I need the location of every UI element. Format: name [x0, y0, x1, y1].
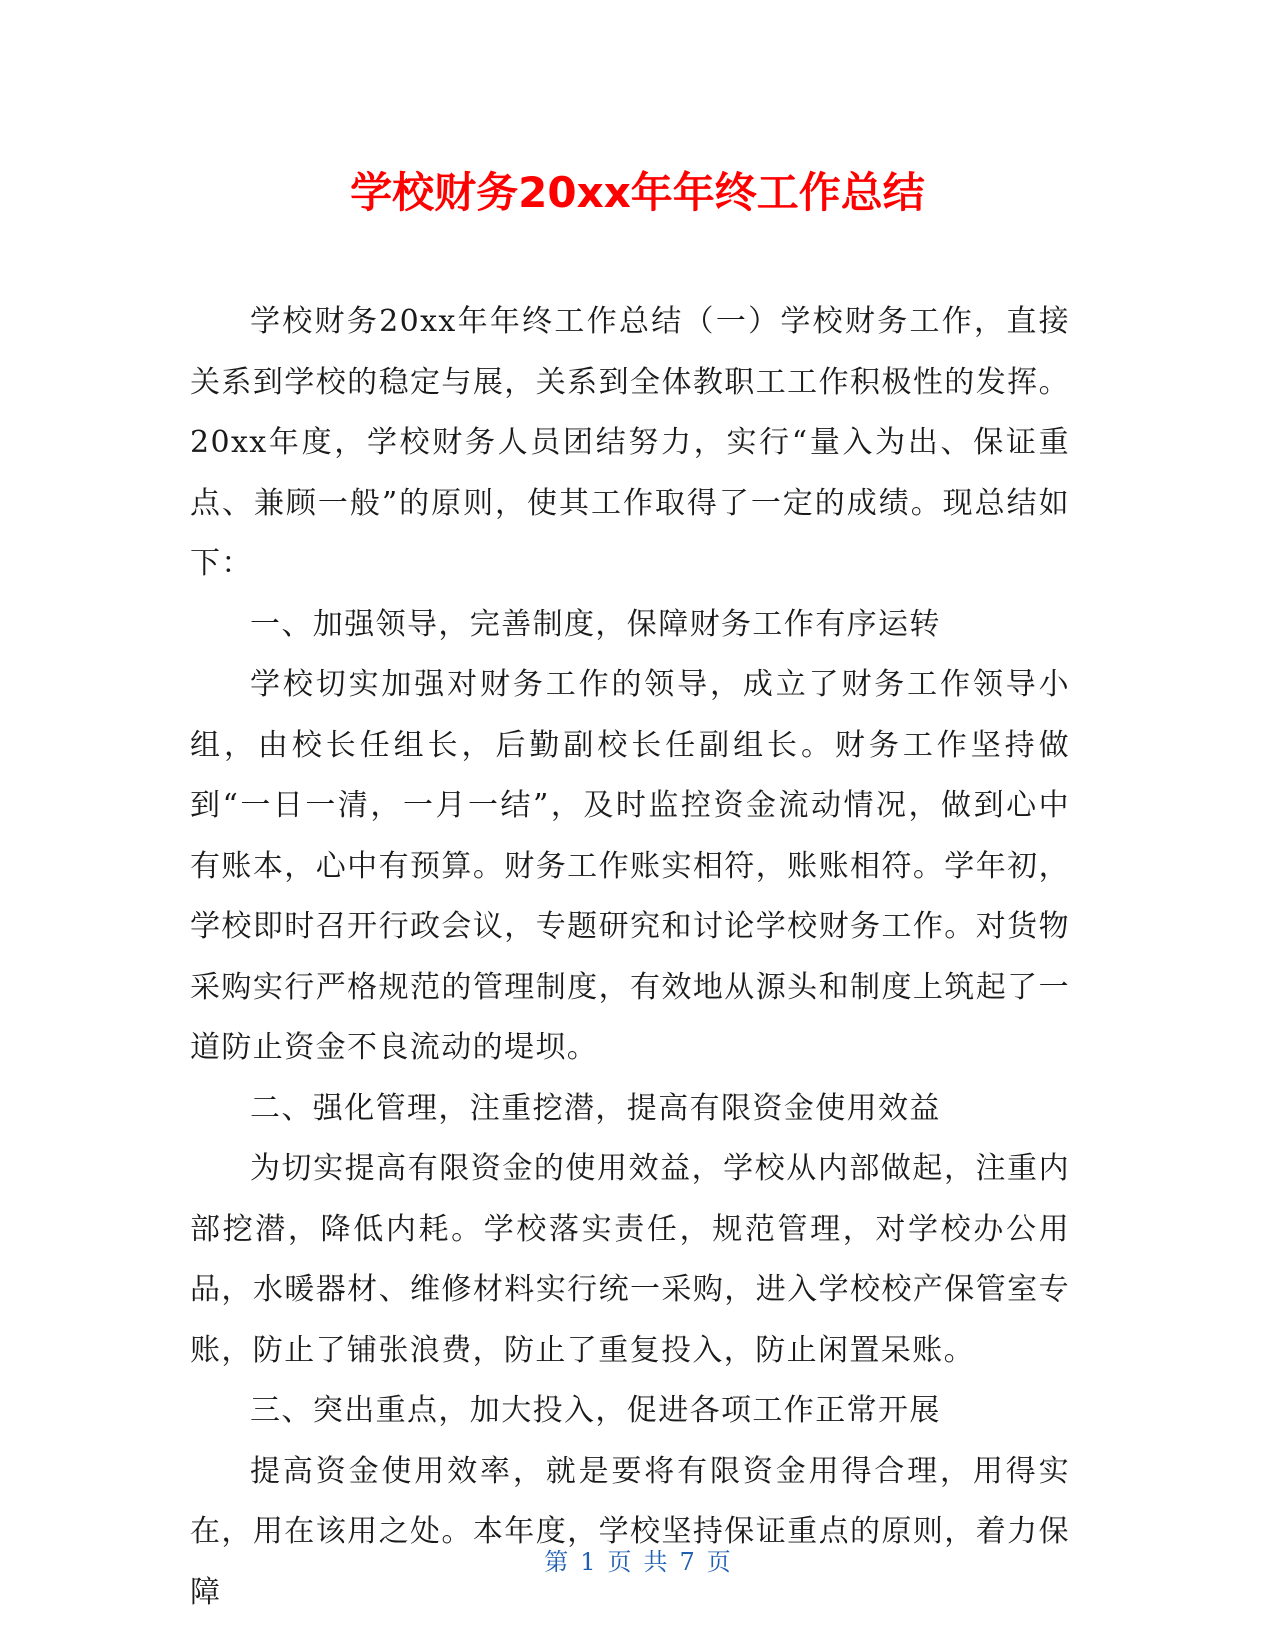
- paragraph-section-1: 学校切实加强对财务工作的领导，成立了财务工作领导小组，由校长任组长，后勤副校长任副组长。财务工作坚持做到“一日一清，一月一结”，及时监控资金流动情况，做到心中有账本，心中有预算。财务工作账实相符，账账相符。学年初，学校即时召开行政会议，专题研究和讨论学校财务工作。对货物采购实行严格规范的管理制度，有效地从源头和制度上筑起了一道防止资金不良流动的堤坝。: [190, 667, 1070, 1065]
- footer-page-unit: 页: [607, 1548, 632, 1576]
- section-heading-3: 三、突出重点，加大投入，促进各项工作正常开展: [250, 1393, 941, 1428]
- paragraph-intro: 学校财务20xx年年终工作总结（一）学校财务工作，直接关系到学校的稳定与展，关系到全体教职工工作积极性的发挥。20xx年度，学校财务人员团结努力，实行“量入为出、保证重点、兼顾一般”的原则，使其工作取得了一定的成绩。现总结如下：: [190, 304, 1070, 581]
- footer-total-label: 共: [643, 1548, 668, 1576]
- footer-total-unit: 页: [706, 1548, 731, 1576]
- footer-page-label: 第: [544, 1548, 569, 1576]
- footer-total-pages: 7: [679, 1548, 695, 1576]
- page-footer: [0, 1546, 1275, 1578]
- footer-current-page: 1: [580, 1548, 596, 1576]
- paragraph-section-3: 提高资金使用效率，就是要将有限资金用得合理，用得实在，用在该用之处。本年度，学校坚持保证重点的原则，着力保障: [190, 1453, 1070, 1610]
- document-title: 学校财务20xx年年终工作总结: [350, 168, 925, 217]
- paragraph-section-2: 为切实提高有限资金的使用效益，学校从内部做起，注重内部挖潜，降低内耗。学校落实责任，规范管理，对学校办公用品，水暖器材、维修材料实行统一采购，进入学校校产保管室专账，防止了铺张浪费，防止了重复投入，防止闲置呆账。: [190, 1151, 1070, 1368]
- document-body: [190, 292, 1070, 1623]
- section-heading-2: 二、强化管理，注重挖潜，提高有限资金使用效益: [250, 1090, 941, 1126]
- section-heading-1: 一、加强领导，完善制度，保障财务工作有序运转: [250, 606, 941, 642]
